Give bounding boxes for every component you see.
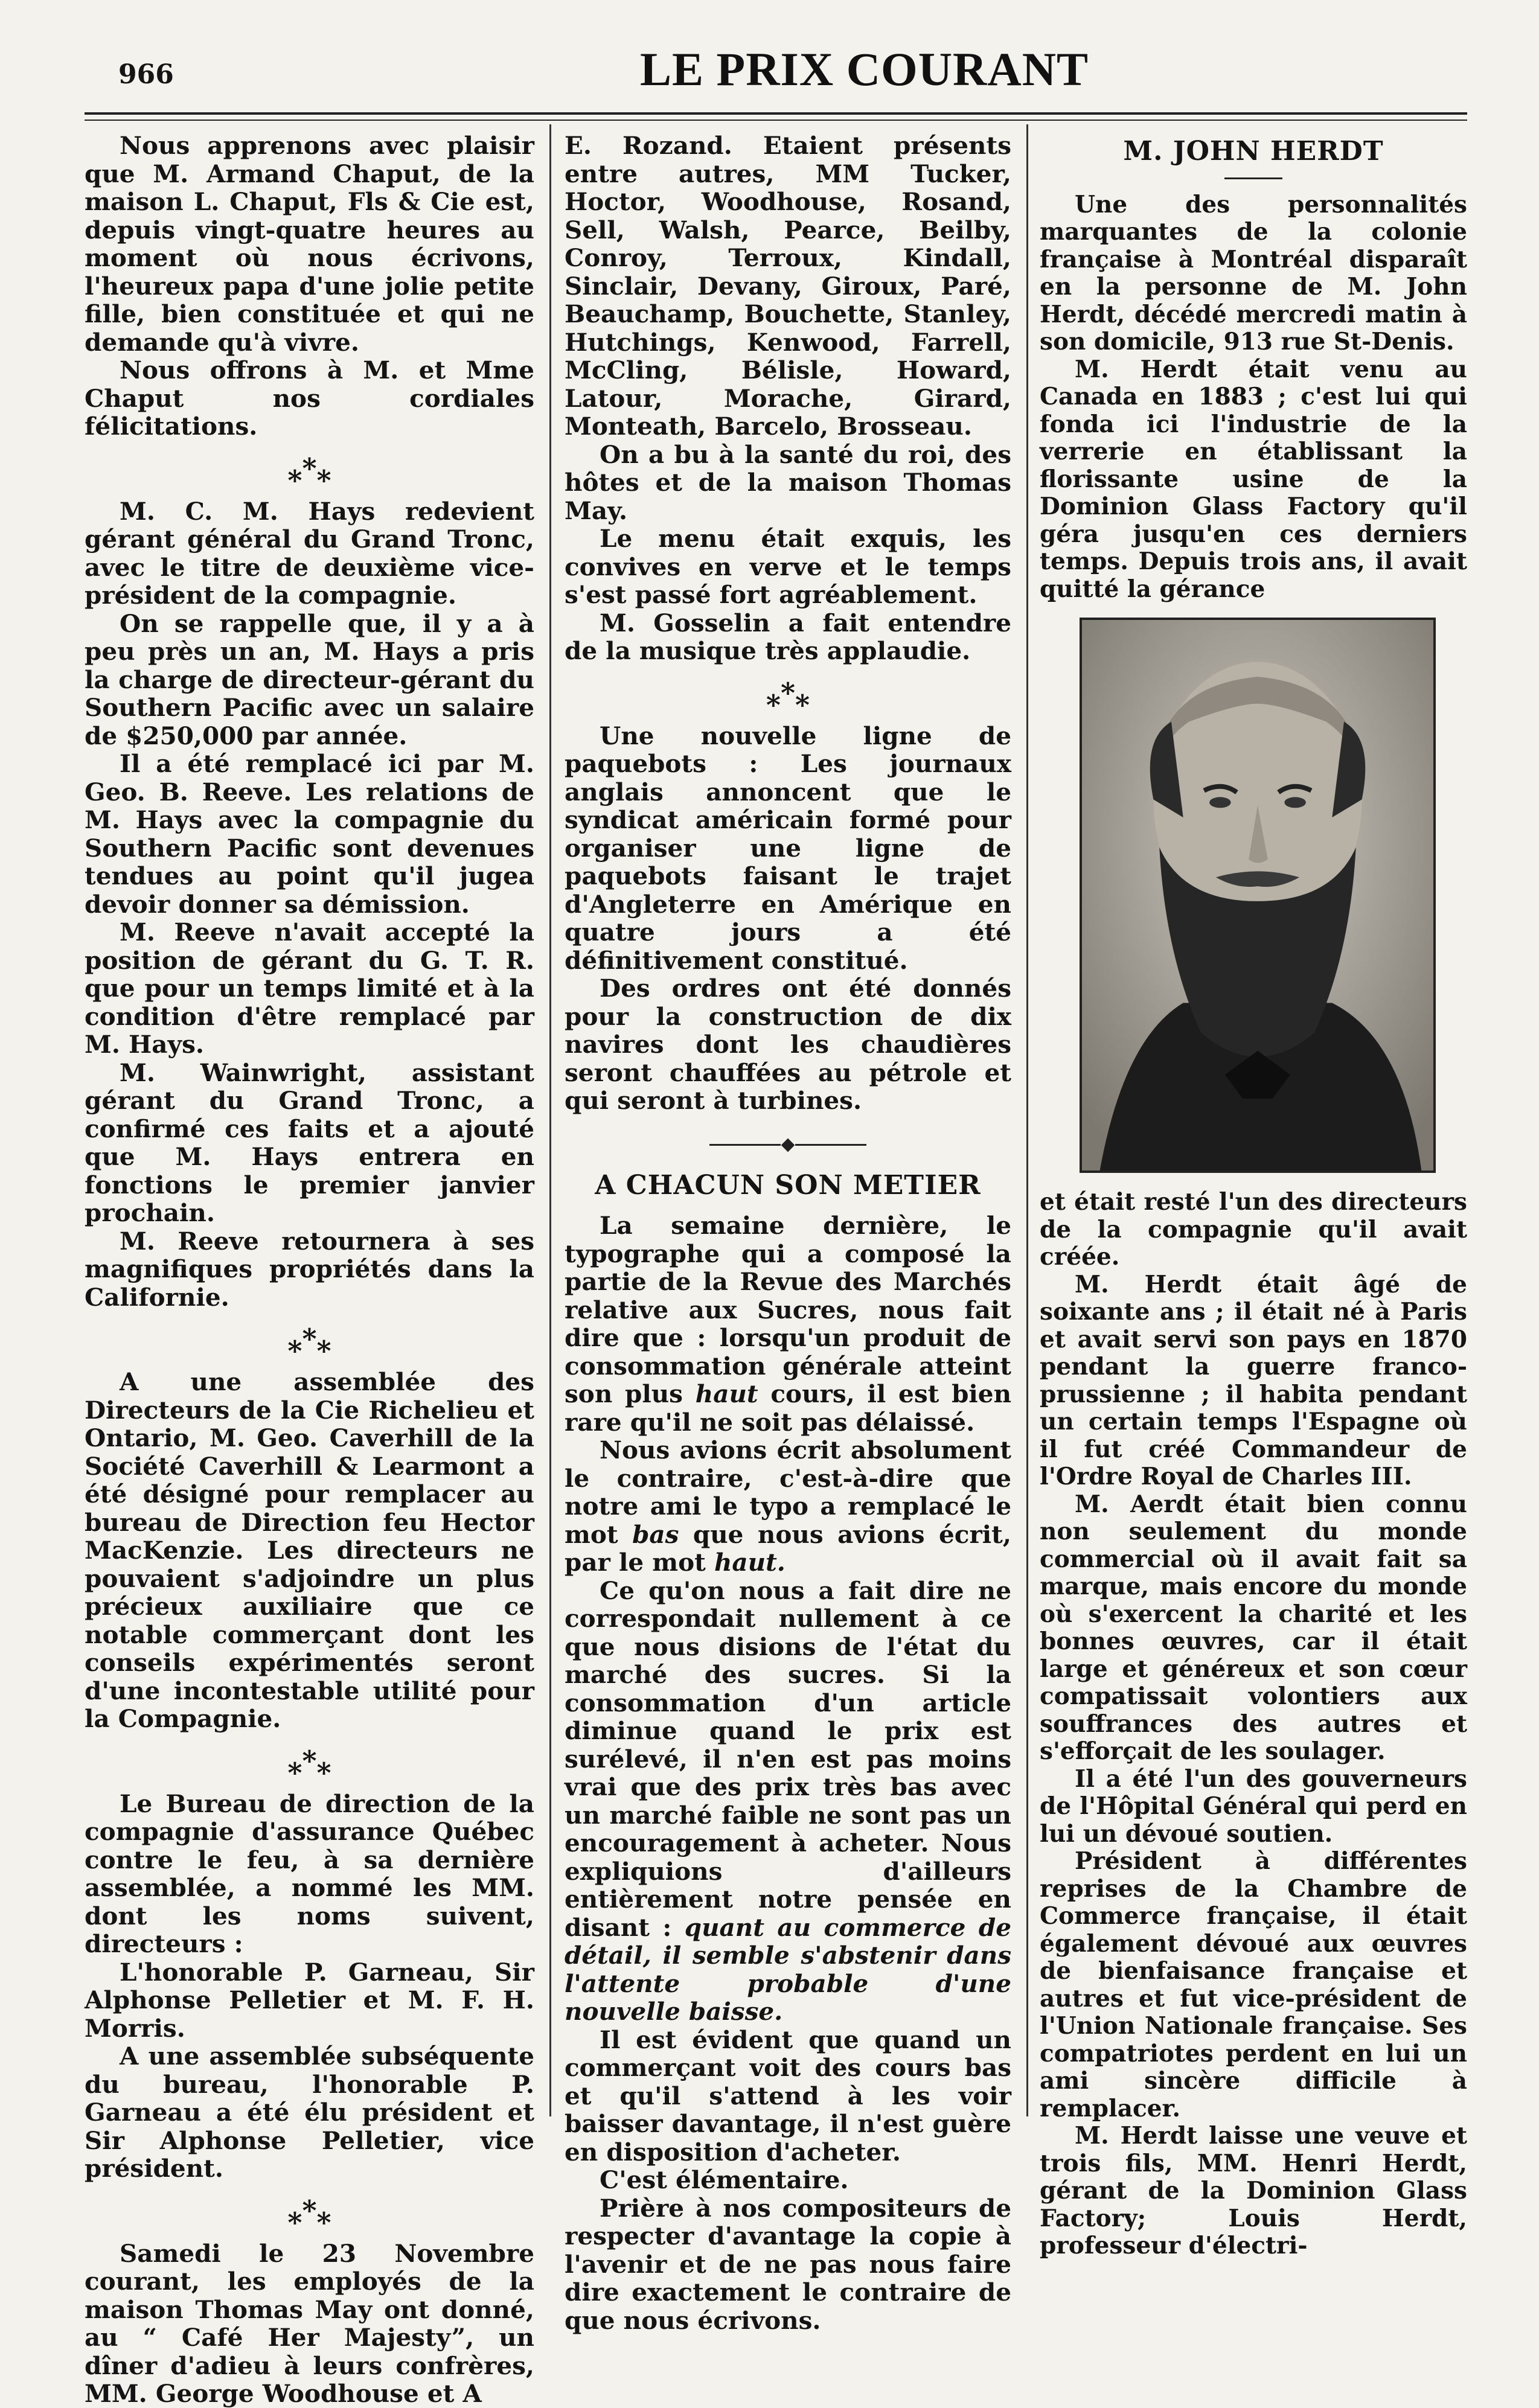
asterism-divider: ***: [766, 676, 810, 721]
masthead-logo: LE PRIX COURANT: [640, 43, 1089, 95]
paragraph: M. Reeve retournera à ses magnifiques propriétés dans la Californie.: [85, 1226, 534, 1312]
paragraph: On se rappelle que, il y a à peu près un an, M. Hays a pris la charge de directeur-gérant du Southern Pacific avec un salaire de $250,000 par année.: [85, 608, 534, 750]
paragraph: Le Bureau de direction de la compagnie d'assurance Québec contre le feu, à sa dernière assemblée, a nommé les MM. dont les noms suivent, directeurs :: [85, 1789, 534, 1958]
paragraph: Prière à nos compositeurs de respecter d'avantage la copie à l'avenir et de ne pas nous faire dire exactement le contraire de que nous écrivons.: [565, 2193, 1011, 2335]
column-left: [85, 132, 534, 2408]
paragraph: Samedi le 23 Novembre courant, les employés de la maison Thomas May ont donné, au “ Café Her Majesty”, un dîner d'adieu à leurs confrères, MM. George Woodhouse et A: [85, 2238, 534, 2408]
asterism-divider: ***: [287, 452, 331, 497]
ornament-divider: [565, 1140, 1011, 1150]
asterism-divider: ***: [287, 1744, 331, 1789]
paragraph: M. Reeve n'avait accepté la position de gérant du G. T. R. que pour un temps limité et à la condition d'être remplacé par M. Hays.: [85, 918, 534, 1059]
paragraph: Nous avions écrit absolument le contraire, c'est-à-dire que notre ami le typo a remplacé le mot bas que nous avions écrit, par le mot haut.: [565, 1436, 1011, 1577]
column-divider: [549, 124, 551, 2116]
paragraph: M. C. M. Hays redevient gérant général du Grand Tronc, avec le titre de deuxième vice-président de la compagnie.: [85, 496, 534, 610]
column-divider: [1026, 124, 1028, 2116]
column-middle: [565, 132, 1011, 2334]
paragraph: Ce qu'on nous a fait dire ne correspondait nullement à ce que nous disions de l'état du marché des sucres. Si la consommation d'un article diminue quand le prix est surélevé, il n'en est pas moins vrai que des prix très bas avec un marché faible ne sont pas un encouragement à acheter. Nous expliquions d'ailleurs entièrement notre pensée en disant : quant au commerce de détail, il semble s'abstenir dans l'attente probable d'une nouvelle baisse.: [565, 1576, 1011, 2026]
column-right: [1040, 132, 1467, 2260]
asterism-divider: ***: [287, 2194, 331, 2239]
paragraph: Nous apprenons avec plaisir que M. Armand Chaput, de la maison L. Chaput, Fls & Cie est, depuis vingt-quatre heures au moment où nous écrivons, l'heureux papa d'une jolie petite fille, bien constituée et qui ne demande qu'à vivre.: [85, 131, 534, 357]
paragraph: Le menu était exquis, les convives en verve et le temps s'est passé fort agréablement.: [565, 524, 1011, 609]
paragraph: A une assemblée des Directeurs de la Cie Richelieu et Ontario, M. Geo. Caverhill de la Société Caverhill & Learmont a été désigné pour remplacer au bureau de Direction feu Hector MacKenzie. Les directeurs ne pouvaient s'adjoindre un plus précieux auxiliaire que ce notable commerçant dont les conseils expérimentés seront d'une incontestable utilité pour la Compagnie.: [85, 1367, 534, 1733]
paragraph: Une des personnalités marquantes de la colonie française à Montréal disparaît en la personne de M. John Herdt, décédé mercredi matin à son domicile, 913 rue St-Denis.: [1040, 190, 1467, 356]
paragraph: La semaine dernière, le typographe qui a composé la partie de la Revue des Marchés relative aux Sucres, nous fait dire que : lorsqu'un produit de consommation générale atteint son plus haut cours, il est bien rare qu'il ne soit pas délaissé.: [565, 1211, 1012, 1437]
paragraph: M. Wainwright, assistant gérant du Grand Tronc, a confirmé ces faits et a ajouté que M. Hays entrera en fonctions le premier janvier prochain.: [85, 1058, 534, 1227]
paragraph: E. Rozand. Etaient présents entre autres, MM Tucker, Hoctor, Woodhouse, Rosand, Sell, Walsh, Pearce, Beilby, Conroy, Terroux, Kindall, Sinclair, Devany, Giroux, Paré, Beauchamp, Bouchette, Stanley, Hutchings, Kenwood, Farrell, McCling, Bélisle, Howard, Latour, Morache, Girard, Monteath, Barcelo, Brosseau.: [565, 131, 1011, 441]
paragraph: On a bu à la santé du roi, des hôtes et de la maison Thomas May.: [565, 439, 1011, 525]
header-rule-thin: [85, 120, 1467, 121]
paragraph: M. Herdt laisse une veuve et trois fils, MM. Henri Herdt, gérant de la Dominion Glass Factory; Louis Herdt, professeur d'électri-: [1040, 2122, 1467, 2259]
paragraph: M. Herdt était venu au Canada en 1883 ; c'est lui qui fonda ici l'industrie de la verrerie en établissant la florissante usine de la Dominion Glass Factory qu'il géra jusqu'en ces derniers temps. Depuis trois ans, il avait quitté la gérance: [1040, 355, 1467, 603]
paragraph: Président à différentes reprises de la Chambre de Commerce française, il était également dévoué aux œuvres de bienfaisance française et autres et fut vice-président de l'Union Nationale française. Ses compatriotes perdent en lui un ami sincère difficile à remplacer.: [1040, 1847, 1467, 2122]
article-heading: A CHACUN SON METIER: [595, 1169, 981, 1201]
heading-rule: [1224, 177, 1282, 179]
article-heading: M. JOHN HERDT: [1123, 136, 1384, 167]
paragraph: Nous offrons à M. et Mme Chaput nos cordiales félicitations.: [85, 356, 534, 441]
portrait-photo: [1080, 618, 1436, 1173]
paragraph: Il a été l'un des gouverneurs de l'Hôpital Général qui perd en lui un dévoué soutien.: [1040, 1764, 1467, 1848]
paragraph: Il a été remplacé ici par M. Geo. B. Reeve. Les relations de M. Hays avec la compagnie du Southern Pacific sont devenues tendues au point qu'il jugea devoir donner sa démission.: [85, 749, 534, 919]
header-rule: [85, 112, 1467, 115]
paragraph: Des ordres ont été donnés pour la construction de dix navires dont les chaudières seront chauffées au pétrole et qui seront à turbines.: [565, 974, 1011, 1115]
paragraph: Une nouvelle ligne de paquebots : Les journaux anglais annoncent que le syndicat américain formé pour organiser une ligne de paquebots faisant le trajet d'Angleterre en Amérique en quatre jours a été définitivement constitué.: [565, 721, 1011, 975]
paragraph: et était resté l'un des directeurs de la compagnie qu'il avait créée.: [1040, 1188, 1467, 1271]
paragraph: Il est évident que quand un commerçant voit des cours bas et qu'il s'attend à les voir baisser davantage, il n'est guère en disposition d'acheter.: [565, 2025, 1011, 2167]
paragraph: M. Gosselin a fait entendre de la musique très applaudie.: [565, 608, 1011, 665]
page-number: 966: [118, 59, 174, 90]
paragraph: L'honorable P. Garneau, Sir Alphonse Pelletier et M. F. H. Morris.: [85, 1957, 534, 2043]
paragraph: M. Herdt était âgé de soixante ans ; il était né à Paris et avait servi son pays en 1870 pendant la guerre franco-prussienne ; il habita pendant un certain temps l'Espagne où il fut créé Commandeur de l'Ordre Royal de Charles III.: [1040, 1270, 1467, 1490]
paragraph: M. Aerdt était bien connu non seulement du monde commercial où il avait fait sa marque, mais encore du monde où s'exercent la charité et les bonnes œuvres, car il était large et généreux et son cœur compatissait volontiers aux souffrances des autres et s'efforçait de les soulager.: [1040, 1490, 1467, 1765]
asterism-divider: ***: [287, 1323, 331, 1367]
paragraph: C'est élémentaire.: [600, 2165, 849, 2194]
paragraph: A une assemblée subséquente du bureau, l'honorable P. Garneau a été élu président et Sir Alphonse Pelletier, vice président.: [85, 2042, 534, 2183]
